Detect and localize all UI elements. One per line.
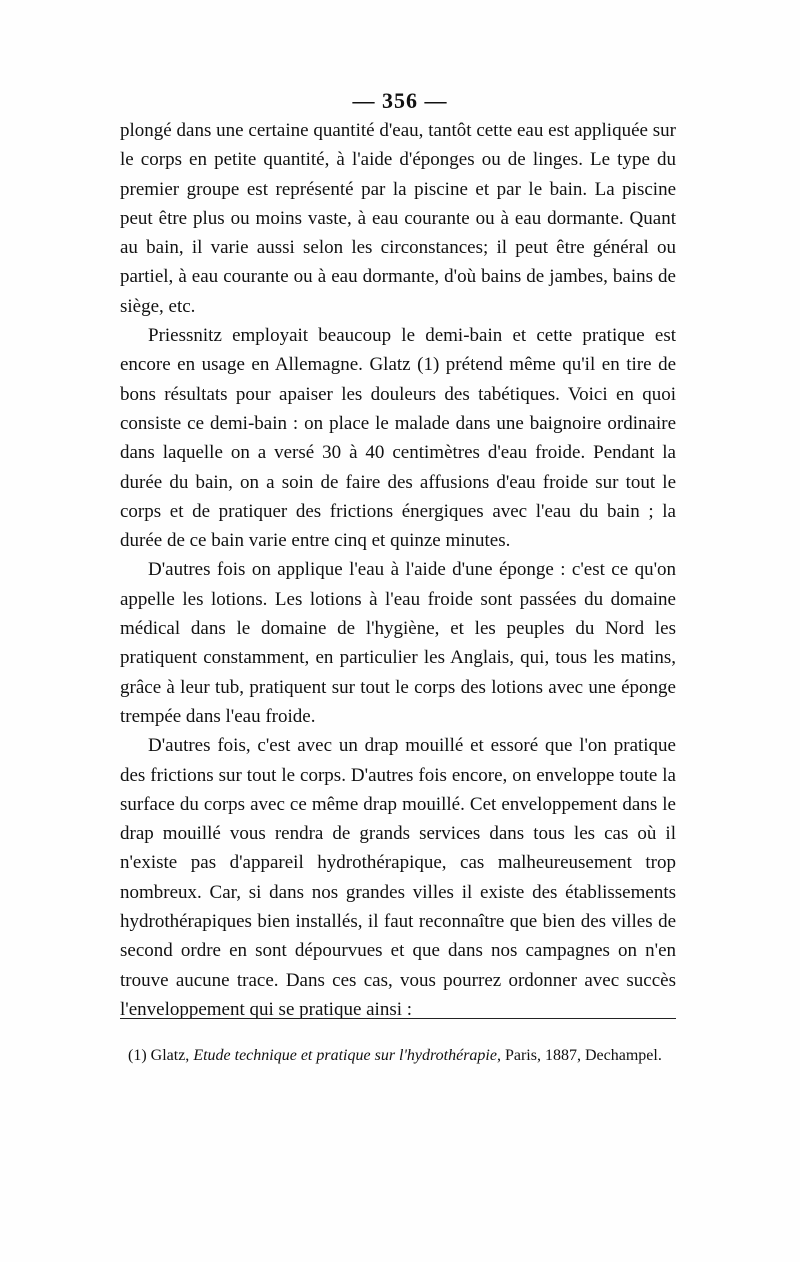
paragraph-1: plongé dans une certaine quantité d'eau, tantôt cette eau est appliquée sur le corps en petite quantité, à l'aide d'éponges ou de linges. Le type du premier groupe est représenté par la piscine et par le bain. La piscine peut être plus ou moins vaste, à eau courante ou à eau dormante. Quant au bain, il varie aussi selon les circonstances; il peut être général ou partiel, à eau courante ou à eau dormante, d'où bains de jambes, bains de siège, etc.: [120, 120, 676, 317]
body-text: [120, 116, 676, 1024]
footnote: [120, 1044, 676, 1068]
paragraph-4: D'autres fois, c'est avec un drap mouillé et essoré que l'on pratique des frictions sur tout le corps. D'autres fois encore, on enveloppe toute la surface du corps avec ce même drap mouillé. Cet enveloppement dans le drap mouillé vous rendra de grands services dans tous les cas où il n'existe pas d'appareil hydrothérapique, cas malheureusement trop nombreux. Car, si dans nos grandes villes il existe des établissements hydrothérapiques bien installés, il faut reconnaître que bien des villes de second ordre en sont dépourvues et que dans nos campagnes on n'en trouve aucune trace. Dans ces cas, vous pourrez ordonner avec succès l'enveloppement qui se pratique ainsi :: [120, 735, 676, 1020]
footnote-title: Etude technique et pratique sur l'hydrothérapie: [193, 1047, 497, 1064]
page-number: — 356 —: [352, 88, 448, 113]
footnote-suffix: , Paris, 1887, Dechampel.: [496, 1047, 662, 1064]
paragraph-2: Priessnitz employait beaucoup le demi-bain et cette pratique est encore en usage en Allemagne. Glatz (1) prétend même qu'il en tire de bons résultats pour apaiser les douleurs des tabétiques. Voici en quoi consiste ce demi-bain : on place le malade dans une baignoire ordinaire dans laquelle on a versé 30 à 40 centimètres d'eau froide. Pendant la durée du bain, on a soin de faire des affusions d'eau froide sur tout le corps et de pratiquer des frictions énergiques avec l'eau du bain ; la durée de ce bain varie entre cinq et quinze minutes.: [120, 325, 676, 552]
paragraph-3: D'autres fois on applique l'eau à l'aide d'une éponge : c'est ce qu'on appelle les lotions. Les lotions à l'eau froide sont passées du domaine médical dans le domaine de l'hygiène, et les peuples du Nord les pratiquent constamment, en particulier les Anglais, qui, tous les matins, grâce à leur tub, pratiquent sur tout le corps des lotions avec une éponge trempée dans l'eau froide.: [120, 559, 676, 727]
footnote-separator: [120, 1018, 676, 1019]
footnote-prefix: (1) Glatz,: [128, 1047, 194, 1064]
